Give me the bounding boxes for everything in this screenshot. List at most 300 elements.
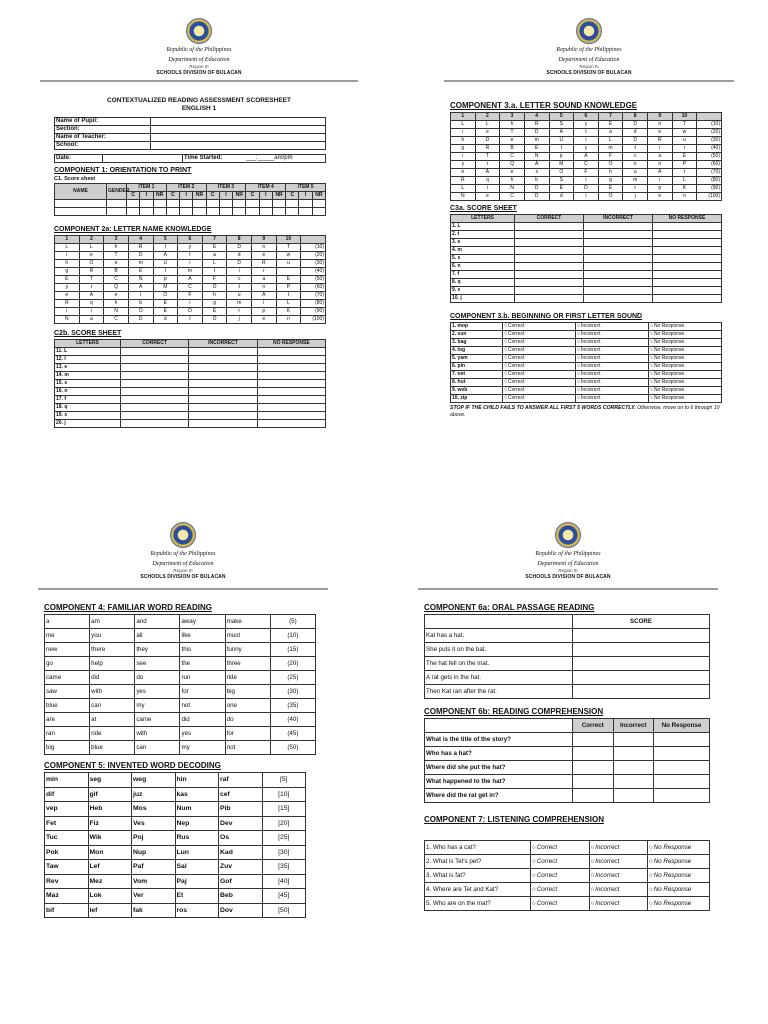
c1-cell[interactable] [286,200,299,208]
c3a-row [451,287,722,295]
c3a-mark-cell[interactable] [584,279,653,287]
c1-cell[interactable] [153,208,166,216]
answer-option[interactable] [589,869,648,883]
comprehension-mark-cell[interactable] [654,747,710,761]
familiar-word-cell: they [135,643,180,657]
c3a-mark-cell[interactable] [584,263,653,271]
c1-cell[interactable] [55,200,107,208]
c2b-mark-cell[interactable] [189,412,257,420]
option-label: ○ Correct [504,355,524,361]
answer-option[interactable] [503,371,576,379]
c3a-mark-cell[interactable] [653,271,722,279]
answer-option[interactable] [649,347,722,355]
c1-cell[interactable] [272,200,285,208]
answer-option[interactable] [648,897,710,911]
answer-option[interactable] [503,339,576,347]
letter-sound-row [451,185,722,193]
letter-name-cell: t [227,284,252,292]
c2b-mark-cell[interactable] [257,372,325,380]
letter-sound-cell: A [549,129,574,137]
letter-name-cell: E [202,308,227,316]
c1-cell[interactable] [55,208,107,216]
answer-option[interactable] [648,855,710,869]
letter-name-row [55,292,326,300]
c2b-mark-cell[interactable] [257,420,325,428]
c1-cell[interactable] [246,208,259,216]
c1-cell[interactable] [299,200,312,208]
answer-option[interactable] [648,883,710,897]
familiar-word-cell: like [180,629,225,643]
c2b-mark-cell[interactable] [189,388,257,396]
invented-word-table [44,772,306,918]
answer-option[interactable] [531,841,590,855]
letter-name-cell: (30) [301,260,326,268]
invented-word-cell: Fiz [88,816,132,831]
c3a-mark-cell[interactable] [584,247,653,255]
answer-option[interactable] [503,387,576,395]
familiar-word-cell: (25) [270,671,315,685]
invented-word-cell: Gof [219,874,263,889]
answer-option[interactable] [649,323,722,331]
first-letter-sound-table [450,322,722,403]
letter-name-cell: m [227,300,252,308]
answer-option[interactable] [649,395,722,403]
header-rule [418,588,718,590]
letter-sound-cell: (10) [697,121,722,129]
answer-option[interactable] [648,841,710,855]
answer-option[interactable] [649,355,722,363]
c2b-mark-cell[interactable] [257,388,325,396]
passage-line: A rat gets in the hat. [425,671,573,685]
c2b-mark-cell[interactable] [189,404,257,412]
invented-word-row [45,889,306,904]
comprehension-mark-cell[interactable] [613,733,654,747]
c2b-mark-cell[interactable] [121,420,189,428]
answer-option[interactable] [649,371,722,379]
letter-sound-cell: e [451,169,476,177]
letter-sound-cell: A [475,169,500,177]
option-label: ○ No Response [649,844,691,851]
invented-word-cell: Et [175,889,219,904]
letter-sound-cell: E [672,153,697,161]
letter-name-cell: I [153,268,178,276]
familiar-word-table [44,614,316,755]
c3a-mark-cell[interactable] [653,263,722,271]
familiar-word-cell: my [180,741,225,755]
c1-cell[interactable] [219,200,232,208]
answer-option[interactable] [576,387,649,395]
familiar-word-cell: yes [135,685,180,699]
c1-cell[interactable] [166,200,179,208]
letter-name-col-header: 1 [55,236,80,244]
deped-seal-icon [555,522,581,548]
c3a-mark-cell[interactable] [515,223,584,231]
passage-score-cell[interactable] [573,643,710,657]
familiar-word-cell: away [180,615,225,629]
answer-option[interactable] [503,379,576,387]
invented-word-cell: kas [175,787,219,802]
scoresheet-page-4 [418,522,718,970]
answer-option[interactable] [503,363,576,371]
letter-sound-col-header [697,113,722,121]
answer-option[interactable] [503,395,576,403]
letter-sound-cell: e [500,137,525,145]
familiar-word-cell: blue [90,741,135,755]
info-field[interactable] [151,134,326,142]
comprehension-mark-cell[interactable] [654,789,710,803]
c1-cell[interactable] [206,208,219,216]
letter-name-cell: p [252,308,277,316]
familiar-word-cell: did [180,713,225,727]
familiar-word-cell: can [135,741,180,755]
letter-name-cell: C [178,284,203,292]
invented-word-cell: Nup [132,845,176,860]
letter-name-cell: T [104,252,129,260]
c3a-title: C3a. SCORE SHEET [450,205,517,212]
letter-sound-cell: L [598,137,623,145]
c2b-mark-cell[interactable] [257,404,325,412]
c2b-mark-cell[interactable] [121,404,189,412]
c2b-mark-cell[interactable] [189,396,257,404]
c1-cell[interactable] [153,200,166,208]
c2b-mark-cell[interactable] [121,372,189,380]
letter-sound-cell: g [598,177,623,185]
first-sound-row [451,347,722,355]
answer-option[interactable] [589,841,648,855]
c1-cell[interactable] [299,208,312,216]
c3a-row [451,295,722,303]
familiar-word-row [45,615,316,629]
option-label: ○ Incorrect [577,331,600,337]
c3a-letter: 8. q [451,279,515,287]
c3a-mark-cell[interactable] [584,295,653,303]
option-label: ○ Correct [532,858,557,865]
c2b-mark-cell[interactable] [257,412,325,420]
letter-sound-cell: y [451,161,476,169]
c2b-mark-cell[interactable] [121,356,189,364]
letter-sound-cell: F [574,169,599,177]
c1-cell[interactable] [259,200,272,208]
c3a-letter: 4. m [451,247,515,255]
answer-option[interactable] [649,363,722,371]
letter-sound-cell: h [500,121,525,129]
familiar-word-cell: my [135,699,180,713]
c1-item-header: ITEM 2 [166,184,206,192]
first-sound-word: 10. zip [451,395,503,403]
comprehension-mark-cell[interactable] [613,775,654,789]
answer-option[interactable] [576,371,649,379]
answer-option[interactable] [576,355,649,363]
c2b-mark-cell[interactable] [121,348,189,356]
c1-cell[interactable] [312,208,325,216]
c3a-mark-cell[interactable] [515,271,584,279]
answer-option[interactable] [531,897,590,911]
letter-sound-col-header: 1 [451,113,476,121]
info-field[interactable] [151,118,326,126]
answer-option[interactable] [649,331,722,339]
answer-option[interactable] [576,331,649,339]
letter-sound-cell: q [475,177,500,185]
first-sound-word: 5. yam [451,355,503,363]
c1-cell[interactable] [140,200,153,208]
c3a-mark-cell[interactable] [515,279,584,287]
answer-option[interactable] [576,323,649,331]
c3a-row [451,279,722,287]
c2b-mark-cell[interactable] [121,396,189,404]
answer-option[interactable] [576,363,649,371]
c1-cell[interactable] [272,208,285,216]
answer-option[interactable] [576,347,649,355]
c1-cell[interactable] [127,208,140,216]
letter-sound-cell: w [672,129,697,137]
answer-option[interactable] [531,855,590,869]
component-6b-title: COMPONENT 6b: READING COMPREHENSION [424,707,604,716]
letter-name-cell: i [178,260,203,268]
c1-cell[interactable] [219,208,232,216]
letter-sound-cell: e [648,193,673,201]
answer-option[interactable] [531,869,590,883]
c1-cell[interactable] [193,200,206,208]
answer-option[interactable] [576,339,649,347]
familiar-word-cell: make [225,615,270,629]
c1-gender-header: GENDER [107,184,127,200]
listening-question: 5. Who are on the mat? [425,897,531,911]
answer-option[interactable] [649,387,722,395]
answer-option[interactable] [576,379,649,387]
c3a-mark-cell[interactable] [584,231,653,239]
c1-sub-header: C [166,192,179,200]
letter-sound-cell: e [648,129,673,137]
passage-score-cell[interactable] [573,685,710,699]
letter-name-cell: m [178,268,203,276]
familiar-word-cell: came [45,671,90,685]
letter-name-cell: R [79,268,104,276]
letter-name-cell: h [202,292,227,300]
option-label: ○ Correct [532,886,557,893]
letter-sound-cell: (50) [697,153,722,161]
c3a-mark-cell[interactable] [584,239,653,247]
c1-header-row [55,184,326,192]
answer-option[interactable] [503,331,576,339]
answer-option[interactable] [648,869,710,883]
answer-option[interactable] [503,347,576,355]
c1-cell[interactable] [246,200,259,208]
invented-word-cell: Dev [219,816,263,831]
letter-sound-cell: h [598,169,623,177]
c1-cell[interactable] [233,208,246,216]
passage-score-cell[interactable] [573,657,710,671]
c2b-mark-cell[interactable] [257,356,325,364]
c1-cell[interactable] [140,208,153,216]
c1-cell[interactable] [286,208,299,216]
c2b-mark-cell[interactable] [189,372,257,380]
region-text: Region III [189,64,209,69]
c3a-mark-cell[interactable] [515,239,584,247]
c2b-mark-cell[interactable] [189,364,257,372]
answer-option[interactable] [649,379,722,387]
c2b-row [55,372,326,380]
c2b-mark-cell[interactable] [257,396,325,404]
answer-option[interactable] [649,339,722,347]
letter-name-cell: g [202,300,227,308]
c3a-mark-cell[interactable] [515,263,584,271]
comprehension-mark-cell[interactable] [654,775,710,789]
familiar-word-cell: big [45,741,90,755]
option-label: ○ Incorrect [577,363,600,369]
comprehension-mark-cell[interactable] [573,761,614,775]
c3a-mark-cell[interactable] [653,287,722,295]
c3a-mark-cell[interactable] [584,271,653,279]
info-field[interactable] [151,126,326,134]
c2b-mark-cell[interactable] [189,380,257,388]
time-started-label: Time Started: [184,155,223,161]
c2b-mark-cell[interactable] [121,380,189,388]
c1-cell[interactable] [312,200,325,208]
letter-name-cell: y [178,244,203,252]
comprehension-col-header: Incorrect [613,719,654,733]
letter-name-row [55,316,326,324]
c3a-mark-cell[interactable] [515,287,584,295]
comprehension-row [425,789,710,803]
invented-word-row [45,773,306,788]
letter-sound-cell: M [549,161,574,169]
comprehension-mark-cell[interactable] [573,775,614,789]
comprehension-row [425,733,710,747]
letter-sound-cell: A [648,169,673,177]
familiar-word-cell: with [135,727,180,741]
c1-cell[interactable] [193,208,206,216]
familiar-word-cell: came [135,713,180,727]
familiar-word-cell: (5) [270,615,315,629]
c1-entry-row [55,208,326,216]
answer-option[interactable] [576,395,649,403]
c3a-mark-cell[interactable] [653,279,722,287]
c3a-mark-cell[interactable] [653,255,722,263]
letter-sound-cell: r [475,161,500,169]
letter-name-cell: g [55,268,80,276]
c2b-mark-cell[interactable] [189,348,257,356]
comprehension-mark-cell[interactable] [654,733,710,747]
letter-sound-cell: c [623,153,648,161]
letter-sound-cell: m [524,137,549,145]
letter-name-col-header: 8 [227,236,252,244]
letter-name-col-header: 3 [104,236,129,244]
letter-name-row [55,244,326,252]
time-started-field[interactable]: ___:_____am/pm [245,155,293,161]
answer-option[interactable] [531,883,590,897]
c2b-mark-cell[interactable] [121,364,189,372]
letter-name-cell: (90) [301,308,326,316]
answer-option[interactable] [503,355,576,363]
c3a-mark-cell[interactable] [584,255,653,263]
letter-sound-cell: B [500,145,525,153]
comprehension-mark-cell[interactable] [573,733,614,747]
letterhead [38,522,328,587]
letter-name-cell: E [153,308,178,316]
letter-name-cell: e [104,292,129,300]
c2b-mark-cell[interactable] [121,388,189,396]
c3a-letter: 2. t [451,231,515,239]
letter-sound-cell: E [524,145,549,153]
passage-score-cell[interactable] [573,629,710,643]
option-label: ○ Correct [504,371,524,377]
c1-cell[interactable] [107,200,127,208]
letter-sound-cell: r [672,145,697,153]
c3a-mark-cell[interactable] [653,231,722,239]
c1-cell[interactable] [206,200,219,208]
c2b-mark-cell[interactable] [189,356,257,364]
letter-name-cell: O [79,260,104,268]
comprehension-mark-cell[interactable] [613,789,654,803]
c1-cell[interactable] [259,208,272,216]
first-sound-row [451,379,722,387]
c1-score-table [54,183,326,216]
answer-option[interactable] [503,323,576,331]
c1-cell[interactable] [233,200,246,208]
c3a-mark-cell[interactable] [653,239,722,247]
c1-cell[interactable] [166,208,179,216]
passage-score-cell[interactable] [573,671,710,685]
c3a-letter: 10. j [451,295,515,303]
letter-sound-cell: (90) [697,185,722,193]
c2b-letter: 12. I [55,356,121,364]
info-label: Section: [55,126,151,134]
letter-name-cell: O [153,292,178,300]
letter-sound-cell: u [623,169,648,177]
invented-word-cell: Fet [45,816,89,831]
c3a-mark-cell[interactable] [515,231,584,239]
c1-cell[interactable] [180,200,193,208]
c3a-mark-cell[interactable] [653,247,722,255]
c3a-mark-cell[interactable] [653,295,722,303]
c1-cell[interactable] [180,208,193,216]
letter-sound-cell: t [574,129,599,137]
comprehension-mark-cell[interactable] [573,789,614,803]
c2b-mark-cell[interactable] [257,380,325,388]
c3a-mark-cell[interactable] [515,255,584,263]
c2b-mark-cell[interactable] [257,364,325,372]
comprehension-mark-cell[interactable] [613,747,654,761]
option-label: ○ Correct [532,900,557,907]
answer-option[interactable] [589,855,648,869]
answer-option[interactable] [589,883,648,897]
date-field[interactable] [103,155,183,163]
answer-option[interactable] [589,897,648,911]
comprehension-mark-cell[interactable] [613,761,654,775]
c3a-mark-cell[interactable] [584,287,653,295]
familiar-word-cell: run [180,671,225,685]
c2b-row [55,364,326,372]
passage-line: She puts it on the bat. [425,643,573,657]
letter-name-cell: i [227,268,252,276]
c1-cell[interactable] [107,208,127,216]
c3a-mark-cell[interactable] [515,295,584,303]
letter-name-cell: D [128,252,153,260]
c2b-mark-cell[interactable] [257,348,325,356]
c2b-mark-cell[interactable] [189,420,257,428]
letter-sound-cell: R [524,121,549,129]
info-field[interactable] [151,142,326,150]
c1-cell[interactable] [127,200,140,208]
c3a-mark-cell[interactable] [584,223,653,231]
comprehension-mark-cell[interactable] [573,747,614,761]
c3a-mark-cell[interactable] [515,247,584,255]
c2b-mark-cell[interactable] [121,412,189,420]
c3a-mark-cell[interactable] [653,223,722,231]
invented-word-cell: Wik [88,831,132,846]
option-label: ○ Incorrect [591,858,620,865]
comprehension-mark-cell[interactable] [654,761,710,775]
